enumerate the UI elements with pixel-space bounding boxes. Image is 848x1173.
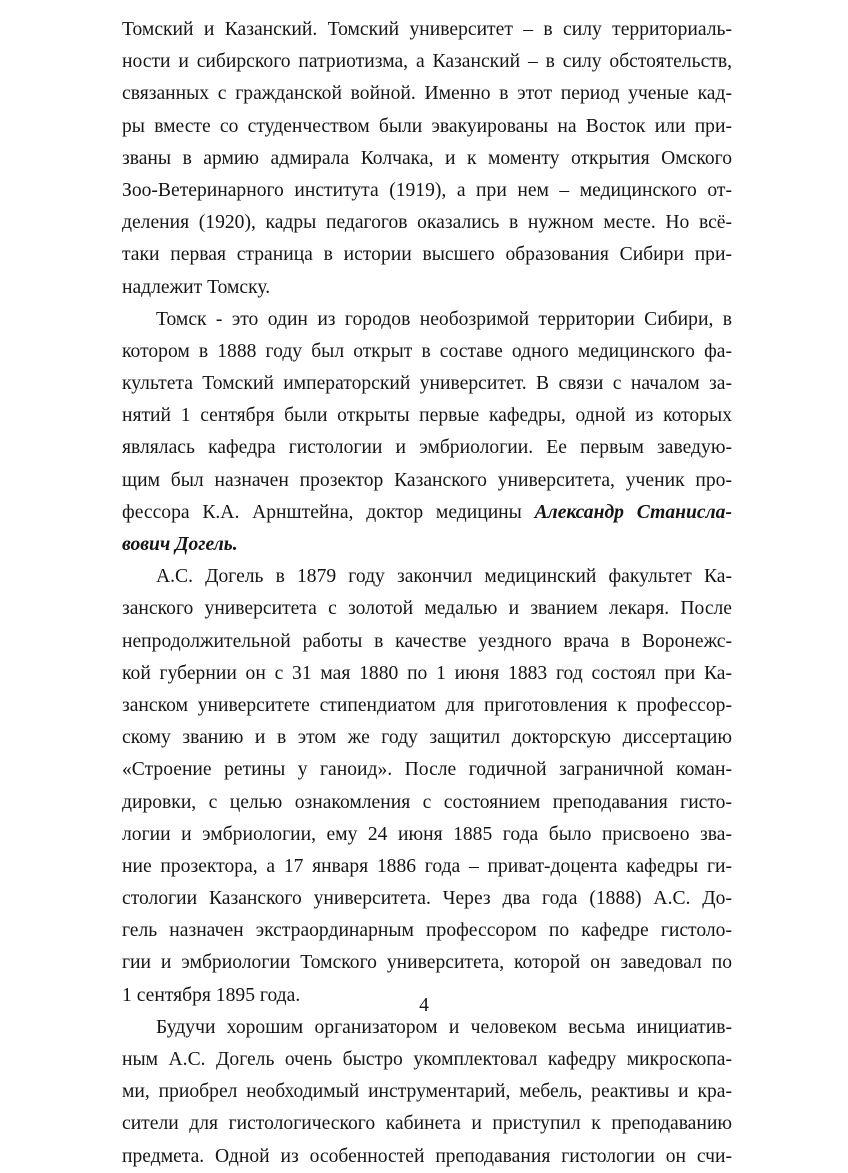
text-line: ности и сибирского патриотизма, а Казанский – в силу обстоятельств, [122, 51, 732, 73]
paragraph [122, 14, 732, 304]
paragraph [122, 304, 732, 562]
text-line: дировки, с целью ознакомления с состоянием преподавания гисто- [122, 791, 732, 813]
text-line [122, 497, 732, 529]
text-line: А.С. Догель в 1879 году закончил медицинский факультет Ка- [156, 566, 732, 588]
text-line: нятий 1 сентября были открыты первые кафедры, одной из которых [122, 405, 732, 427]
text-line: логии и эмбриологии, ему 24 июня 1885 года было присвоено зва- [122, 823, 732, 845]
text-line: надлежит Томску. [122, 276, 271, 298]
emphasized-name: Александр Станисла- [534, 501, 732, 523]
text-line: таки первая страница в истории высшего образования Сибири при- [122, 244, 732, 266]
text-line: «Строение ретины у ганоид». После годичной заграничной коман- [122, 759, 732, 781]
text-line: являлась кафедра гистологии и эмбриологии. Ее первым заведую- [122, 437, 732, 459]
emphasized-name: вович Догель. [122, 534, 238, 555]
text-line: котором в 1888 году был открыт в составе одного медицинского фа- [122, 340, 732, 362]
text-segment: фессора К.А. Арнштейна, доктор медицины [122, 501, 535, 523]
text-line: щим был назначен прозектор Казанского университета, ученик про- [122, 469, 732, 491]
paragraph [122, 1012, 732, 1173]
text-line: ным А.С. Догель очень быстро укомплектовал кафедру микроскопа- [122, 1049, 732, 1070]
text-line: культета Томский императорский университет. В связи с началом за- [122, 373, 732, 395]
paragraph [122, 561, 732, 1012]
page-number: 4 [419, 995, 429, 1016]
text-line: стологии Казанского университета. Через два года (1888) А.С. До- [122, 888, 732, 910]
text-line: гель назначен экстраординарным профессором по кафедре гистоло- [122, 920, 732, 942]
text-line: занском университете стипендиатом для приготовления к профессор- [122, 694, 732, 716]
text-line: ры вместе со студенчеством были эвакуированы на Восток или при- [122, 115, 732, 137]
text-line: Томск - это один из городов необозримой территории Сибири, в [156, 308, 732, 330]
text-line: 1 сентября 1895 года. [122, 984, 301, 1006]
text-line: деления (1920), кадры педагогов оказались в нужном месте. Но всё- [122, 212, 732, 234]
text-line: ние прозектора, а 17 января 1886 года – приват-доцента кафедры ги- [122, 855, 732, 877]
text-line: званы в армию адмирала Колчака, и к моменту открытия Омского [122, 147, 732, 169]
text-line: предмета. Одной из особенностей преподавания гистологии он счи- [122, 1145, 732, 1167]
text-line: занского университета с золотой медалью и званием лекаря. После [122, 598, 732, 620]
text-line: скому званию и в этом же году защитил докторскую диссертацию [122, 727, 732, 749]
text-line: Будучи хорошим организатором и человеком весьма инициатив- [156, 1016, 732, 1038]
text-line: сители для гистологического кабинета и приступил к преподаванию [122, 1113, 732, 1135]
text-line: кой губернии он с 31 мая 1880 по 1 июня 1883 год состоял при Ка- [122, 662, 732, 684]
text-line [122, 529, 732, 561]
text-line: Томский и Казанский. Томский университет – в силу территориаль- [122, 19, 732, 40]
text-line: ми, приобрел необходимый инструментарий, мебель, реактивы и кра- [122, 1081, 732, 1103]
text-line: гии и эмбриологии Томского университета, которой он заведовал по [122, 952, 732, 974]
text-line: связанных с гражданской войной. Именно в этот период ученые кад- [122, 83, 732, 105]
text-line: Зоо-Ветеринарного института (1919), а при нем – медицинского от- [122, 179, 732, 201]
text-line: непродолжительной работы в качестве уездного врача в Воронежс- [122, 630, 732, 652]
